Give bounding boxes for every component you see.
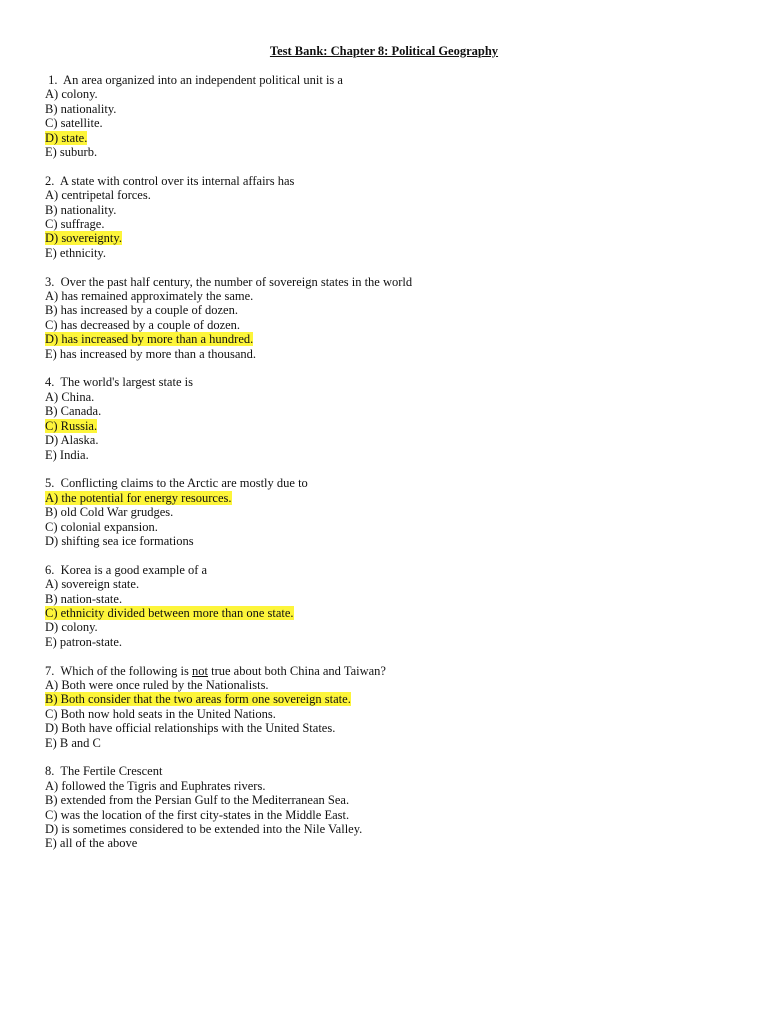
- answer-option: C) colonial expansion.: [45, 519, 158, 534]
- answer-option: A) China.: [45, 389, 95, 404]
- answer-option: A) followed the Tigris and Euphrates rivers.: [45, 778, 266, 793]
- answer-option: B) nationality.: [45, 101, 117, 116]
- correct-answer-option: [45, 231, 725, 245]
- page-title: Test Bank: Chapter 8: Political Geography: [269, 44, 499, 58]
- question-stem-part: 7. Which of the following is: [45, 663, 192, 678]
- answer-option: C) has decreased by a couple of dozen.: [45, 317, 241, 332]
- answer-option: D) Both have official relationships with the United States.: [45, 721, 336, 736]
- answer-option: E) B and C: [45, 735, 101, 750]
- answer-option: C) suffrage.: [45, 217, 105, 232]
- answer-option: A) has remained approximately the same.: [45, 289, 254, 304]
- answer-option: E) all of the above: [45, 836, 138, 851]
- question-list: [45, 73, 725, 865]
- correct-answer-option: [45, 692, 725, 706]
- question-stem-part: true about both China and Taiwan?: [207, 663, 386, 678]
- answer-option: B) Canada.: [45, 404, 102, 419]
- answer-option: D) is sometimes considered to be extended into the Nile Valley.: [45, 822, 363, 837]
- answer-option: C) satellite.: [45, 116, 103, 131]
- answer-option: E) India.: [45, 447, 89, 462]
- question-stem: 8. The Fertile Crescent: [45, 764, 163, 779]
- underlined-word: not: [191, 663, 208, 678]
- answer-option: E) ethnicity.: [45, 245, 106, 260]
- correct-answer-option: [45, 491, 725, 505]
- highlighted-answer: D) state.: [45, 130, 88, 145]
- correct-answer-option: [45, 419, 725, 433]
- highlighted-answer: D) sovereignty.: [45, 231, 122, 246]
- question-stem: 2. A state with control over its internal affairs has: [45, 173, 295, 188]
- answer-option: E) patron-state.: [45, 634, 123, 649]
- question-stem: 4. The world's largest state is: [45, 375, 193, 390]
- question-7: [45, 664, 725, 750]
- answer-option: B) nationality.: [45, 202, 117, 217]
- question-stem: 6. Korea is a good example of a: [45, 562, 208, 577]
- answer-option: D) colony.: [45, 620, 98, 635]
- question-3: [45, 275, 725, 361]
- answer-option: E) has increased by more than a thousand.: [45, 346, 257, 361]
- answer-option: B) has increased by a couple of dozen.: [45, 303, 238, 318]
- question-4: [45, 375, 725, 461]
- highlighted-answer: C) ethnicity divided between more than one state.: [45, 605, 294, 620]
- correct-answer-option: [45, 332, 725, 346]
- correct-answer-option: [45, 606, 725, 620]
- answer-option: C) Both now hold seats in the United Nations.: [45, 706, 276, 721]
- answer-option: B) old Cold War grudges.: [45, 505, 174, 520]
- answer-option: B) nation-state.: [45, 591, 123, 606]
- answer-option: D) Alaska.: [45, 433, 99, 448]
- answer-option: A) Both were once ruled by the Nationalists.: [45, 677, 269, 692]
- question-stem: 3. Over the past half century, the number of sovereign states in the world: [45, 274, 413, 289]
- answer-option: C) was the location of the first city-states in the Middle East.: [45, 807, 350, 822]
- question-6: [45, 563, 725, 649]
- highlighted-answer: D) has increased by more than a hundred.: [45, 332, 254, 347]
- question-1: [45, 73, 725, 159]
- question-stem: 5. Conflicting claims to the Arctic are mostly due to: [45, 476, 308, 491]
- question-2: [45, 174, 725, 260]
- answer-option: A) colony.: [45, 87, 98, 102]
- correct-answer-option: [45, 131, 725, 145]
- answer-option: B) extended from the Persian Gulf to the Mediterranean Sea.: [45, 793, 350, 808]
- answer-option: E) suburb.: [45, 145, 98, 160]
- answer-option: D) shifting sea ice formations: [45, 533, 194, 548]
- highlighted-answer: C) Russia.: [45, 418, 98, 433]
- question-stem: 1. An area organized into an independent political unit is a: [45, 73, 343, 87]
- question-stem: [45, 664, 725, 678]
- highlighted-answer: B) Both consider that the two areas form one sovereign state.: [45, 692, 351, 707]
- highlighted-answer: A) the potential for energy resources.: [45, 490, 232, 505]
- answer-option: A) centripetal forces.: [45, 188, 151, 203]
- answer-option: A) sovereign state.: [45, 577, 140, 592]
- question-8: [45, 764, 725, 850]
- question-5: [45, 476, 725, 548]
